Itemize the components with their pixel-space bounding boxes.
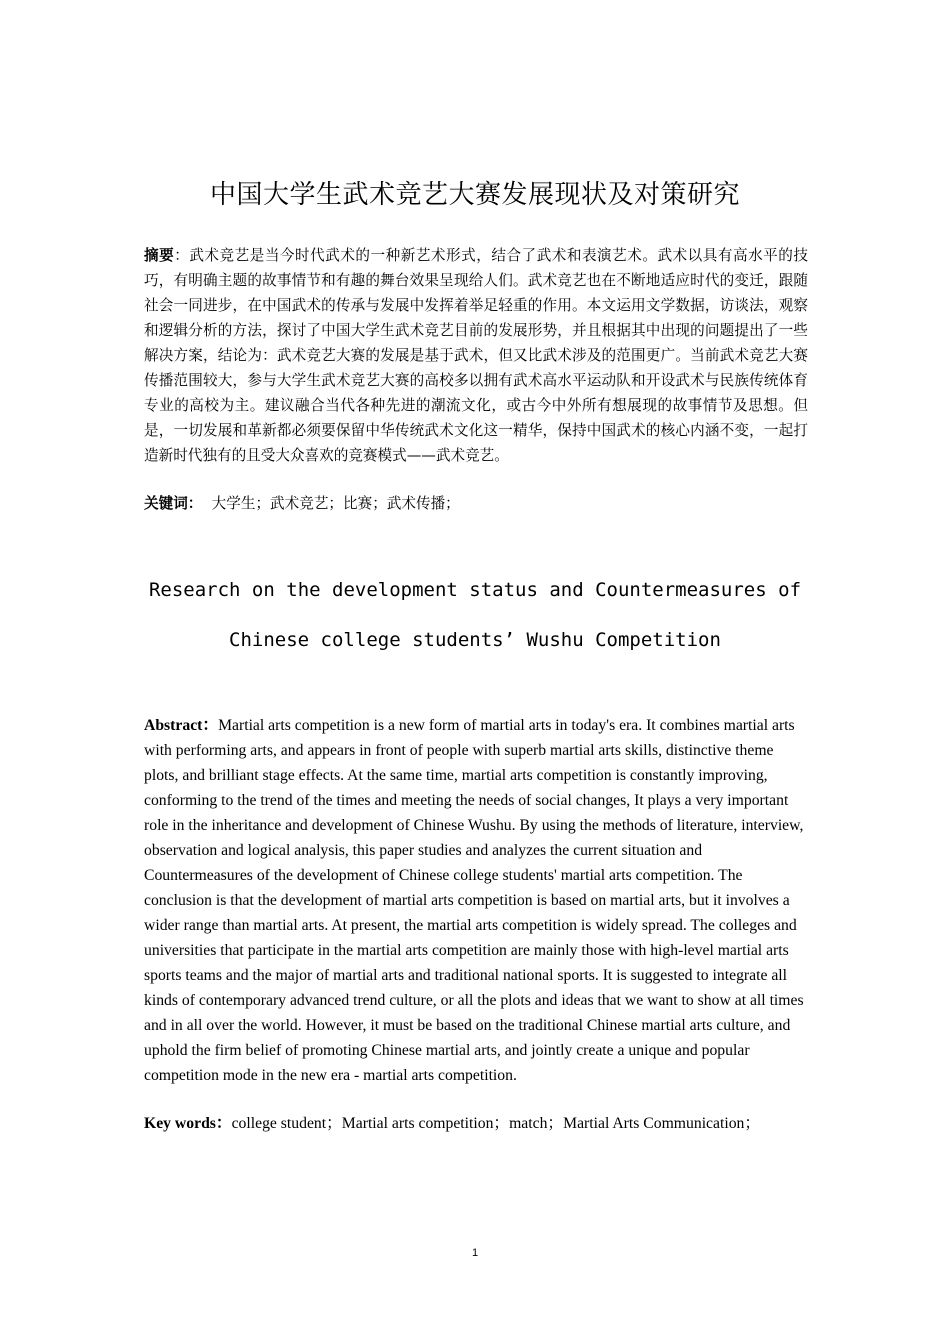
chinese-abstract-text: 武术竞艺是当今时代武术的一种新艺术形式，结合了武术和表演艺术。武术以具有高水平的技巧，有明确主题的故事情节和有趣的舞台效果呈现给人们。武术竞艺也在不断地适应时代的变迁，跟随社会一同进步，在中国武术的传承与发展中发挥着举足轻重的作用。本文运用文学数据，访谈法，观察和逻辑分析的方法，探讨了中国大学生武术竞艺目前的发展形势，并且根据其中出现的问题提出了一些解决方案，结论为：武术竞艺大赛的发展是基于武术，但又比武术涉及的范围更广。当前武术竞艺大赛传播范围较大，参与大学生武术竞艺大赛的高校多以拥有武术高水平运动队和开设武术与民族传统体育专业的高校为主。建议融合当代各种先进的潮流文化，或古今中外所有想展现的故事情节及思想。但是，一切发展和革新都必须要保留中华传统武术文化这一精华，保持中国武术的核心内涵不变，一起打造新时代独有的且受大众喜欢的竞赛模式——武术竞艺。 <box>144 247 808 464</box>
english-abstract <box>144 713 808 1088</box>
chinese-abstract <box>144 243 808 468</box>
chinese-keywords-text: 大学生；武术竞艺；比赛；武术传播； <box>211 495 460 512</box>
english-abstract-text: Martial arts competition is a new form of martial arts in today's era. It combines martial arts with performing arts, and appears in front of people with superb martial arts skills, distinctive theme plots, and brilliant stage effects. At the same time, martial arts competition is constantly improving, conforming to the trend of the times and meeting the needs of social changes, It plays a very important role in the inheritance and development of Chinese Wushu. By using the methods of literature, interview, observation and logical analysis, this paper studies and analyzes the current situation and Countermeasures of the development of Chinese college students' martial arts competition. The conclusion is that the development of martial arts competition is based on martial arts, but it involves a wider range than martial arts. At present, the martial arts competition is widely spread. The colleges and universities that participate in the martial arts competition are mainly those with high-level martial arts sports teams and the major of martial arts and traditional national sports. It is suggested to integrate all kinds of contemporary advanced trend culture, or all the plots and ideas that we want to show at all times and in all over the world. However, it must be based on the traditional Chinese martial arts culture, and uphold the firm belief of promoting Chinese martial arts, and jointly create a unique and popular competition mode in the new era - martial arts competition. <box>144 717 804 1084</box>
english-keywords-text: college student；Martial arts competition；match；Martial Arts Communication； <box>231 1115 761 1132</box>
chinese-abstract-label: 摘要 <box>144 247 175 264</box>
chinese-title: 中国大学生武术竞艺大赛发展现状及对策研究 <box>209 180 740 210</box>
english-keywords-label: Key words： <box>144 1115 232 1132</box>
chinese-keywords <box>144 491 808 516</box>
chinese-keywords-label: 关键词： <box>144 495 203 512</box>
page-number: 1 <box>471 1247 479 1259</box>
english-keywords <box>144 1111 824 1136</box>
english-title-line-1: Research on the development status and Countermeasures of <box>148 579 802 601</box>
english-abstract-label: Abstract： <box>144 717 219 734</box>
chinese-abstract-separator: ： <box>174 247 190 264</box>
english-title-line-2: Chinese college students’ Wushu Competition <box>229 629 721 651</box>
